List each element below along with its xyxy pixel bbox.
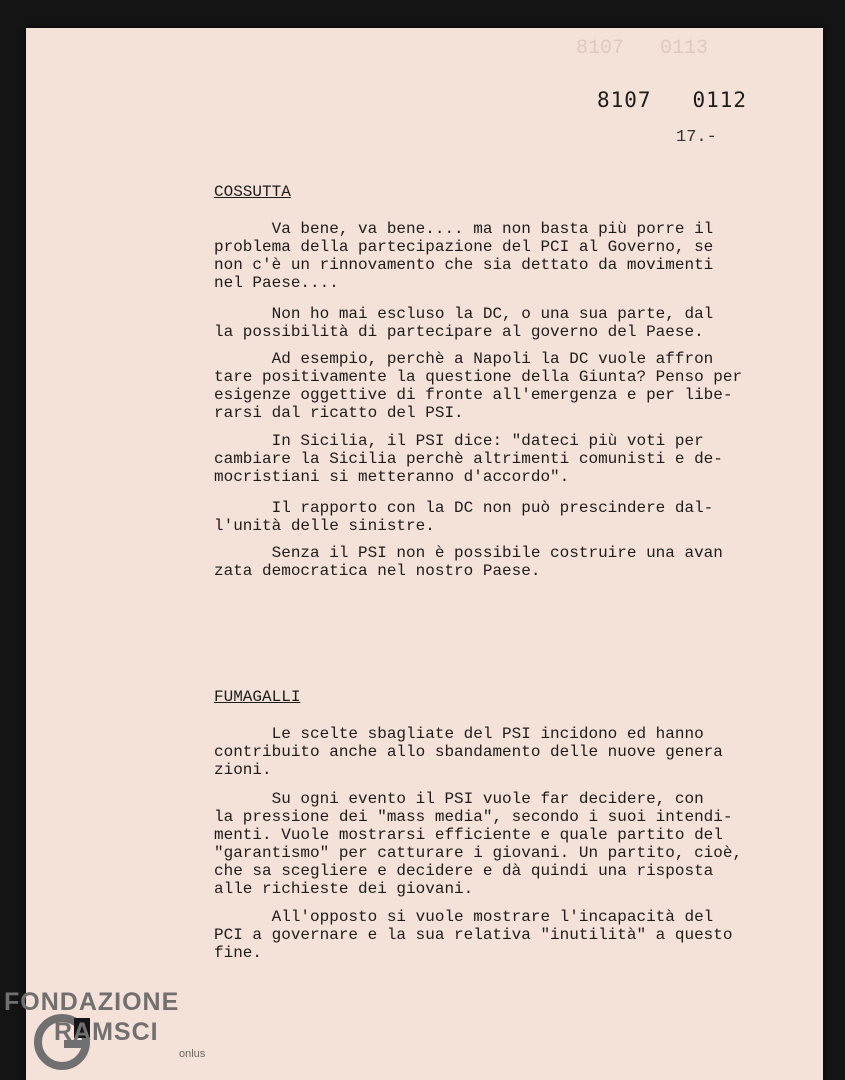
fondazione-gramsci-watermark bbox=[4, 988, 219, 1074]
watermark-line1: FONDAZIONE bbox=[4, 988, 180, 1016]
bleed-through-number: 8107 0113 bbox=[576, 37, 709, 60]
paragraph: Le scelte sbagliate del PSI incidono ed hanno contribuito anche allo sbandamento delle nuove genera zioni. bbox=[214, 725, 723, 779]
page-number: 17.- bbox=[676, 128, 717, 147]
paragraph: Su ogni evento il PSI vuole far decidere, con la pressione dei "mass media", secondo i suoi intendi- menti. Vuole mostrarsi efficiente e quale partito del "garantismo" per catturare i giovani. Un partito, cioè, che sa scegliere e decidere e dà quindi una risposta alle richieste dei giovani. bbox=[214, 790, 743, 898]
watermark-onlus: onlus bbox=[179, 1048, 206, 1060]
paragraph: Va bene, va bene.... ma non basta più porre il problema della partecipazione del PCI al Governo, se non c'è un rinnovamento che sia dettato da movimenti nel Paese.... bbox=[214, 220, 714, 292]
paragraph: Senza il PSI non è possibile costruire una avan zata democratica nel nostro Paese. bbox=[214, 544, 723, 580]
speaker-cossutta: COSSUTTA bbox=[214, 183, 291, 201]
paragraph: In Sicilia, il PSI dice: "dateci più voti per cambiare la Sicilia perchè altrimenti comunisti e de- mocristiani si metteranno d'accordo". bbox=[214, 432, 723, 486]
paragraph: Non ho mai escluso la DC, o una sua parte, dal la possibilità di partecipare al governo del Paese. bbox=[214, 305, 714, 341]
paragraph: All'opposto si vuole mostrare l'incapacità del PCI a governare e la sua relativa "inutilità" a questo fine. bbox=[214, 908, 733, 962]
document-page bbox=[26, 28, 823, 1080]
paragraph: Il rapporto con la DC non può prescindere dal- l'unità delle sinistre. bbox=[214, 499, 714, 535]
paragraph: Ad esempio, perchè a Napoli la DC vuole affron tare positivamente la questione della Giunta? Penso per esigenze oggettive di fronte all'emergenza e per libe- rarsi dal ricatto del PSI. bbox=[214, 350, 743, 422]
document-number: 8107 0112 bbox=[597, 88, 748, 112]
watermark-line2: RAMSCI bbox=[54, 1018, 159, 1046]
speaker-fumagalli: FUMAGALLI bbox=[214, 688, 301, 706]
